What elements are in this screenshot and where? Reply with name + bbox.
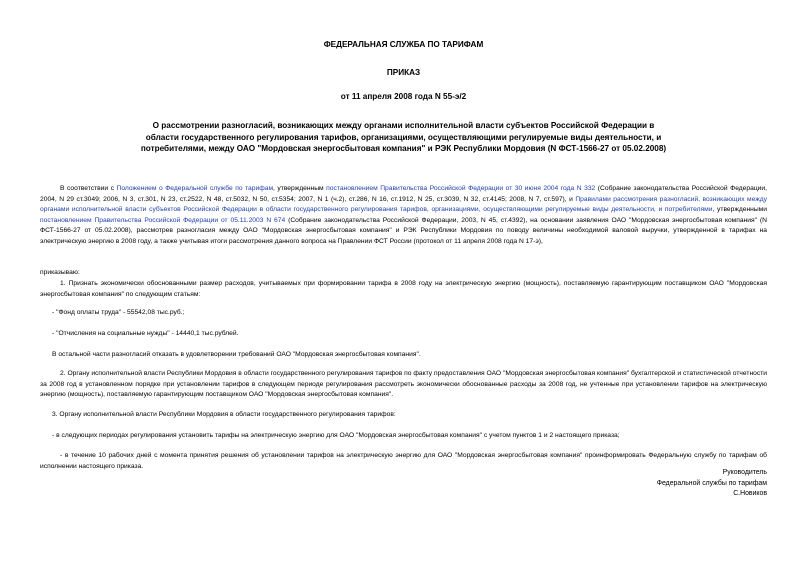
paragraph-3a: - в следующих периодах регулирования установить тарифы на электрическую энергию для ОАО "Мордовская энергосбытовая компания" с учетом пунктов 1 и 2 настоящего приказа; — [52, 432, 620, 439]
paragraph-3: 3. Органу исполнительной власти Республики Мордовия в области государственного регулирования тарифов: — [52, 411, 396, 418]
prikazyvayu-text: приказываю: — [40, 269, 80, 276]
paragraph-2: 2. Органу исполнительной власти Республики Мордовия в области государственного регулирования тарифов по факту предоставления ОАО "Мордовская энергосбытовая компания" бухгалтерской и статистической отчетности за 2008 год в установленном порядке при установлении тарифов в следующем периоде регулирования рассмотреть экономически обоснованные расходы за 2008 год, не учтенные при установлении тарифов на электрическую энергию (мощность), поставляемую гарантирующим поставщиком ОАО "Мордовская энергосбытовая компания". — [40, 370, 767, 398]
list-item-social-contributions: - "Отчисления на социальные нужды" - 14440,1 тыс.рублей. — [52, 330, 239, 337]
document-type: ПРИКАЗ — [386, 68, 421, 77]
intro-text-2: , утвержденным — [273, 185, 327, 192]
document-date-number: от 11 апреля 2008 года N 55-э/2 — [340, 92, 467, 101]
link-disagreement-rules[interactable]: Правилами рассмотрения разногласий, возникающих между органами исполнительной власти субъектов Российской Федерации в области государственного регулирования тарифов, организациями, осуществляющими регулируемые виды деятельности, и потребителями — [40, 195, 767, 213]
agency-name: ФЕДЕРАЛЬНАЯ СЛУЖБА ПО ТАРИФАМ — [323, 40, 484, 49]
intro-text-1: В соответствии с — [60, 185, 117, 192]
paragraph-1: 1. Признать экономически обоснованными размер расходов, учитываемых при формировании тарифа в 2008 году на электрическую энергию (мощность), поставляемую гарантирующим поставщиком ОАО "Мордовская энергосбытовая компания" по следующим статьям: — [40, 280, 767, 298]
link-gov-decree-332[interactable]: постановлением Правительства Российской Федерации от 30 июня 2004 года N 332 — [326, 185, 596, 192]
intro-text-5: (Собрание законодательства Российской Федерации, 2003, N 45, ст.4392), на основании заявления ОАО "Мордовская энергосбытовая компания" (N ФСТ-1566-27 от 05.02.2008), рассмотрев разногласия между ОАО "Мордовская энергосбытовая компания" и РЭК Республики Мордовия по поводу величины необходимой валовой выручки, утвержденной в тарифах на электрическую энергию в 2008 году, а также учитывая итоги рассмотрения данного вопроса на Правлении ФСТ России (протокол от 11 апреля 2008 года N 17-э), — [40, 216, 767, 245]
signature-block — [657, 468, 767, 500]
intro-paragraph — [40, 184, 767, 247]
paragraph-1-rest: В остальной части разногласий отказать в удовлетворении требований ОАО "Мордовская энергосбытовая компания". — [52, 351, 421, 358]
intro-text-3: (Собрание законодательства Российской Федерации, 2004, N 29 ст.3049; 2006, N 3, ст.301, N 23, ст.2522, N 48, ст.5032, N 50, ст.5354; 2007, N 1 (ч.2), ст.286, N 16, ст.1912, N 25, ст.3039, N 32, ст.4145; 2008, N 7, ст.597), и — [40, 185, 767, 203]
intro-text-4: , утвержденными — [712, 206, 767, 213]
signature-position: Руководитель — [722, 469, 767, 476]
list-item-wage-fund: - "Фонд оплаты труда" - 55542,08 тыс.руб.; — [52, 309, 185, 316]
link-fst-regulation[interactable]: Положением о Федеральной службе по тарифам — [116, 185, 274, 192]
link-gov-decree-674[interactable]: постановлением Правительства Российской Федерации от 05.11.2003 N 674 — [40, 216, 286, 224]
paragraph-3b: - в течение 10 рабочих дней с момента принятия решения об установлении тарифов на электрическую энергию для ОАО "Мордовская энергосбытовая компания" проинформировать Федеральную службу по тарифам об исполнении настоящего приказа. — [40, 452, 767, 470]
document-title: О рассмотрении разногласий, возникающих между органами исполнительной власти субъектов Российской Федерации в области государственного регулирования тарифов, организациями, осуществляющими регулируемые виды деятельности, и потребителями, между ОАО "Мордовская энергосбытовая компания" и РЭК Республики Мордовия (N ФСТ-1566-27 от 05.02.2008) — [140, 121, 667, 153]
signature-name: С.Новиков — [733, 490, 767, 497]
signature-organization: Федеральной службы по тарифам — [656, 479, 767, 487]
